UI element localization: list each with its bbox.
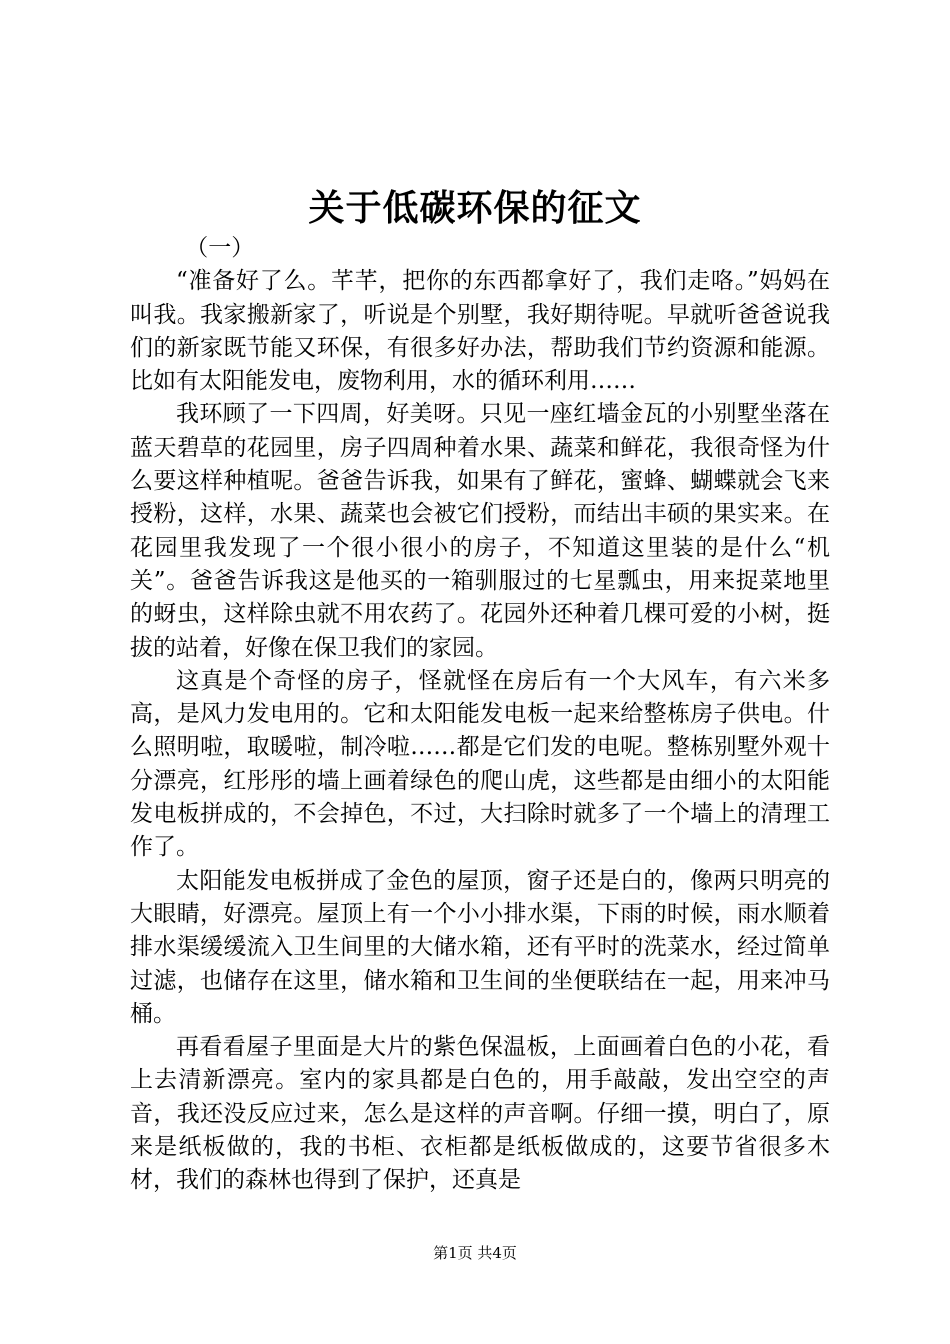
paragraph-2: 我环顾了一下四周，好美呀。只见一座红墙金瓦的小别墅坐落在蓝天碧草的花园里，房子四周种着水果、蔬菜和鲜花，我很奇怪为什么要这样种植呢。爸爸告诉我，如果有了鲜花，蜜蜂、蝴蝶就会飞来授粉，这样，水果、蔬菜也会被它们授粉，而结出丰硕的果实来。在花园里我发现了一个很小很小的房子，不知道这里装的是什么“机关”。爸爸告诉我这是他买的一箱驯服过的七星瓢虫，用来捉菜地里的蚜虫，这样除虫就不用农药了。花园外还种着几棵可爱的小树，挺拔的站着，好像在保卫我们的家园。: [130, 401, 830, 661]
paragraph-3: 这真是个奇怪的房子，怪就怪在房后有一个大风车，有六米多高，是风力发电用的。它和太阳能发电板一起来给整栋房子供电。什么照明啦，取暖啦，制冷啦……都是它们发的电呢。整栋别墅外观十分漂亮，红彤彤的墙上画着绿色的爬山虎，这些都是由细小的太阳能发电板拼成的，不会掉色，不过，大扫除时就多了一个墙上的清理工作了。: [130, 667, 830, 861]
section-mark: （一）: [185, 235, 255, 261]
paragraph-4: 太阳能发电板拼成了金色的屋顶，窗子还是白的，像两只明亮的大眼睛，好漂亮。屋顶上有一个小小排水渠，下雨的时候，雨水顺着排水渠缓缓流入卫生间里的大储水箱，还有平时的洗菜水，经过简单过滤，也储存在这里，储水箱和卫生间的坐便联结在一起，用来冲马桶。: [130, 867, 830, 1027]
paragraph-5: 再看看屋子里面是大片的紫色保温板，上面画着白色的小花，看上去清新漂亮。室内的家具都是白色的，用手敲敲，发出空空的声音，我还没反应过来，怎么是这样的声音啊。仔细一摸，明白了，原来是纸板做的，我的书柜、衣柜都是纸板做成的，这要节省很多木材，我们的森林也得到了保护，还真是: [130, 1034, 830, 1194]
paragraph-1: “准备好了么。芊芊，把你的东西都拿好了，我们走咯。”妈妈在叫我。我家搬新家了，听说是个别墅，我好期待呢。早就听爸爸说我们的新家既节能又环保，有很多好办法，帮助我们节约资源和能源。比如有太阳能发电，废物利用，水的循环利用……: [130, 268, 830, 395]
document-body: [130, 232, 830, 1198]
page-footer: 第1页 共4页: [433, 1244, 517, 1262]
document-title: 关于低碳环保的征文: [308, 187, 642, 229]
